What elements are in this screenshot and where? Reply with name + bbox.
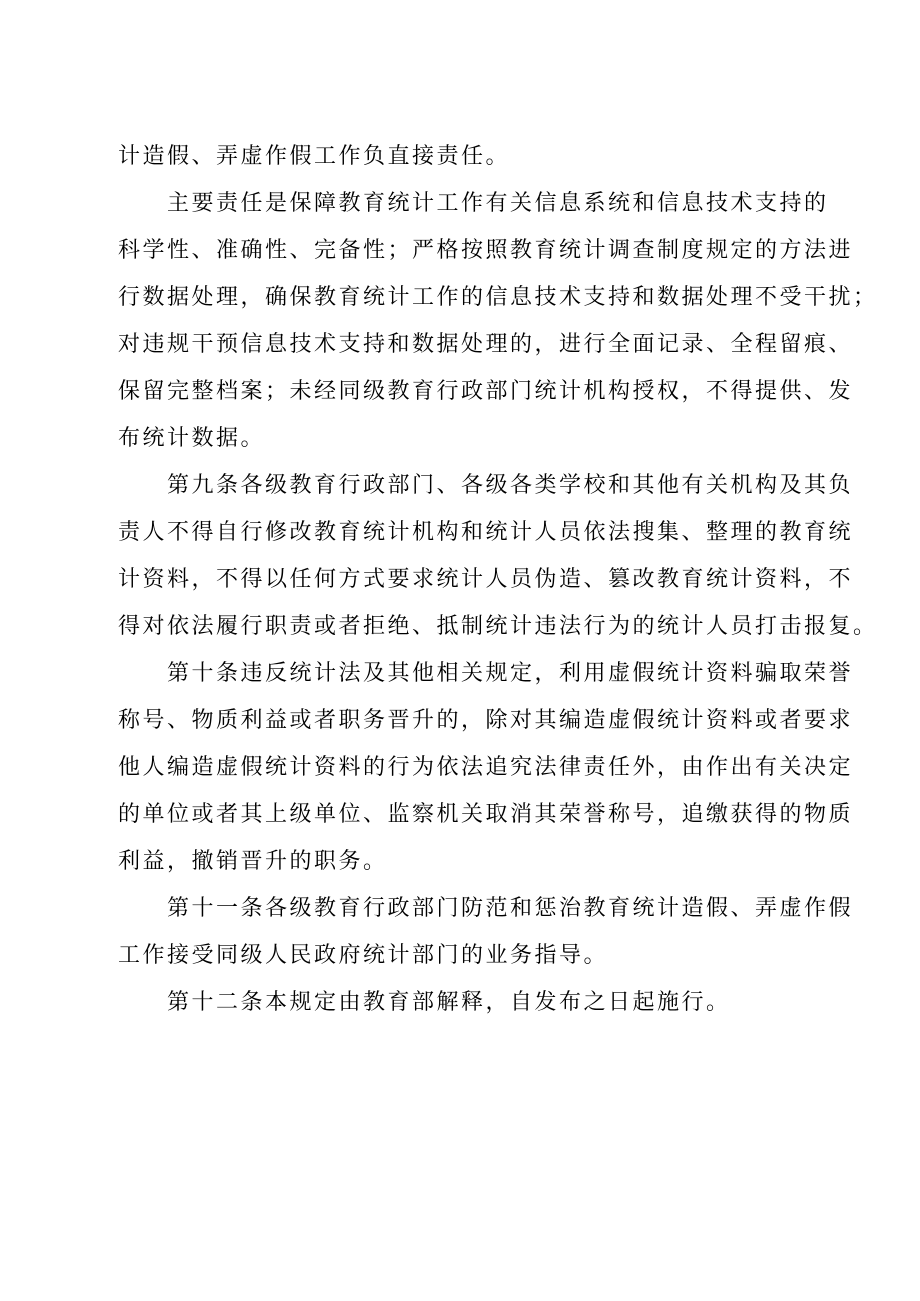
text-line: 第九条各级教育行政部门、各级各类学校和其他有关机构及其负 (167, 473, 854, 498)
text-line: 计资料，不得以任何方式要求统计人员伪造、篡改教育统计资料，不 (118, 567, 854, 592)
text-line: 利益，撤销晋升的职务。 (118, 849, 388, 874)
paragraph-article-10 (118, 650, 854, 885)
text-line: 称号、物质利益或者职务晋升的，除对其编造虚假统计资料或者要求 (118, 708, 854, 733)
paragraph-2 (118, 180, 878, 462)
text-line: 的单位或者其上级单位、监察机关取消其荣誉称号，追缴获得的物质 (118, 802, 854, 827)
paragraph-1 (118, 133, 828, 180)
text-line: 布统计数据。 (118, 426, 266, 451)
paragraph-article-11 (118, 885, 854, 979)
text-line: 科学性、准确性、完备性；严格按照教育统计调查制度规定的方法进 (118, 238, 854, 263)
paragraph-article-12 (118, 979, 828, 1026)
text-line: 第十条违反统计法及其他相关规定，利用虚假统计资料骗取荣誉 (167, 661, 854, 686)
text-line: 计造假、弄虚作假工作负直接责任。 (118, 144, 511, 169)
text-line: 工作接受同级人民政府统计部门的业务指导。 (118, 943, 609, 968)
text-line: 第十一条各级教育行政部门防范和惩治教育统计造假、弄虚作假 (167, 896, 854, 921)
text-line: 他人编造虚假统计资料的行为依法追究法律责任外，由作出有关决定 (118, 755, 854, 780)
text-line: 责人不得自行修改教育统计机构和统计人员依法搜集、整理的教育统 (118, 520, 854, 545)
text-line: 保留完整档案；未经同级教育行政部门统计机构授权，不得提供、发 (118, 379, 854, 404)
document-body (118, 133, 878, 1026)
text-line: 得对依法履行职责或者拒绝、抵制统计违法行为的统计人员打击报复。 (118, 614, 878, 639)
paragraph-article-9 (118, 462, 878, 650)
text-line: 行数据处理，确保教育统计工作的信息技术支持和数据处理不受干扰； (118, 285, 878, 310)
text-line: 第十二条本规定由教育部解释，自发布之日起施行。 (167, 990, 731, 1015)
text-line: 主要责任是保障教育统计工作有关信息系统和信息技术支持的 (167, 191, 829, 216)
text-line: 对违规干预信息技术支持和数据处理的，进行全面记录、全程留痕、 (118, 332, 854, 357)
